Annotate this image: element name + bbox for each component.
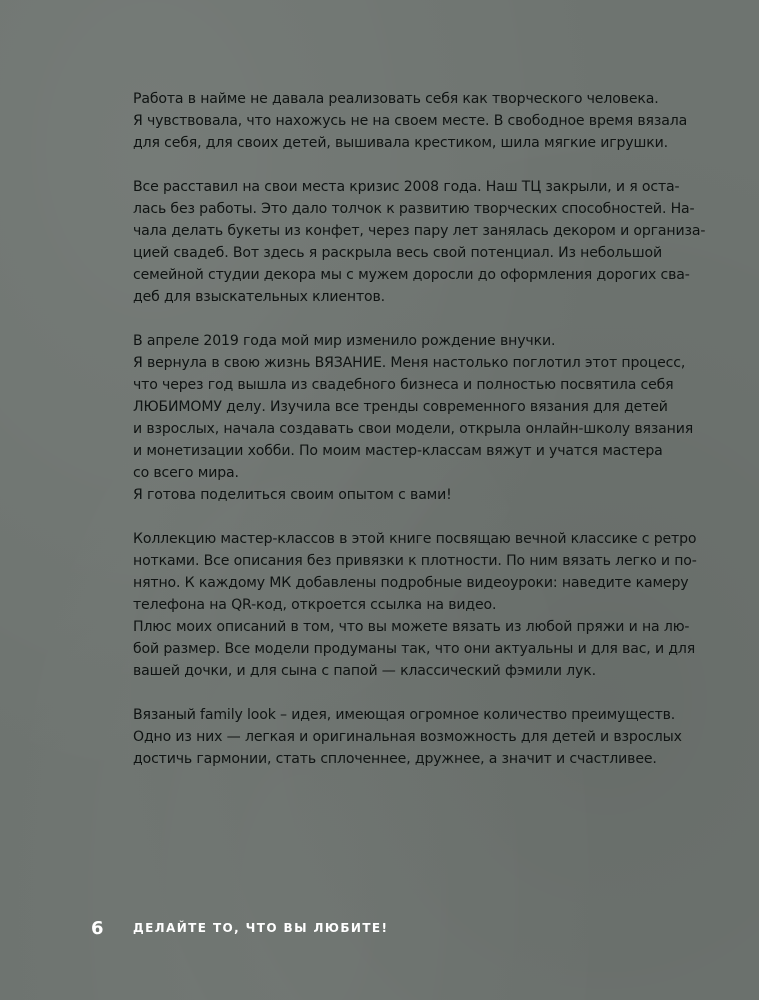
text-line: бой размер. Все модели продуманы так, что они актуальны и для вас, и для	[133, 641, 696, 657]
page-number: 6	[91, 917, 104, 939]
text-line: достичь гармонии, стать сплоченнее, дружнее, а значит и счастливее.	[133, 751, 657, 767]
text-line: Работа в найме не давала реализовать себя как творческого человека.	[133, 91, 659, 107]
text-line: вашей дочки, и для сына с папой — классический фэмили лук.	[133, 663, 596, 679]
text-line: чала делать букеты из конфет, через пару лет занялась декором и организа-	[133, 223, 706, 239]
text-line: цией свадеб. Вот здесь я раскрыла весь свой потенциал. Из небольшой	[133, 245, 663, 261]
paragraph-family-look	[133, 704, 703, 770]
text-line: что через год вышла из свадебного бизнеса и полностью посвятила себя	[133, 377, 674, 393]
running-title: ДЕЛАЙТЕ ТО, ЧТО ВЫ ЛЮБИТЕ!	[133, 921, 389, 935]
text-line: телефона на QR-код, откроется ссылка на видео.	[133, 597, 497, 613]
text-line: Плюс моих описаний в том, что вы можете вязать из любой пряжи и на лю-	[133, 619, 690, 635]
text-line: Одно из них — легкая и оригинальная возможность для детей и взрослых	[133, 729, 682, 745]
paragraph-crisis	[133, 176, 706, 308]
text-line: нотками. Все описания без привязки к плотности. По ним вязать легко и по-	[133, 553, 697, 569]
text-line: Я чувствовала, что нахожусь не на своем месте. В свободное время вязала	[133, 113, 688, 129]
text-line: ЛЮБИМОМУ делу. Изучила все тренды современного вязания для детей	[133, 399, 668, 415]
paragraph-knitting	[133, 330, 703, 506]
text-line: Я готова поделиться своим опытом с вами!	[133, 487, 452, 503]
body-text	[133, 88, 706, 792]
text-line: Вязаный family look – идея, имеющая огромное количество преимуществ.	[133, 707, 676, 723]
text-line: лась без работы. Это дало толчок к развитию творческих способностей. На-	[133, 201, 695, 217]
page-footer	[91, 914, 388, 942]
text-line: Я вернула в свою жизнь ВЯЗАНИЕ. Меня настолько поглотил этот процесс,	[133, 355, 686, 371]
text-line: деб для взыскательных клиентов.	[133, 289, 386, 305]
text-line: со всего мира.	[133, 465, 239, 481]
text-line: семейной студии декора мы с мужем доросли до оформления дорогих сва-	[133, 267, 690, 283]
text-line: и взрослых, начала создавать свои модели, открыла онлайн-школу вязания	[133, 421, 694, 437]
text-line: и монетизации хобби. По моим мастер-классам вяжут и учатся мастера	[133, 443, 663, 459]
text-line: для себя, для своих детей, вышивала крестиком, шила мягкие игрушки.	[133, 135, 668, 151]
paragraph-career	[133, 88, 703, 154]
text-line: В апреле 2019 года мой мир изменило рождение внучки.	[133, 333, 556, 349]
text-line: Все расставил на свои места кризис 2008 года. Наш ТЦ закрыли, и я оста-	[133, 179, 680, 195]
paragraph-collection	[133, 528, 703, 682]
text-line: Коллекцию мастер-классов в этой книге посвящаю вечной классике с ретро	[133, 531, 697, 547]
text-line: нятно. К каждому МК добавлены подробные видеоуроки: наведите камеру	[133, 575, 689, 591]
